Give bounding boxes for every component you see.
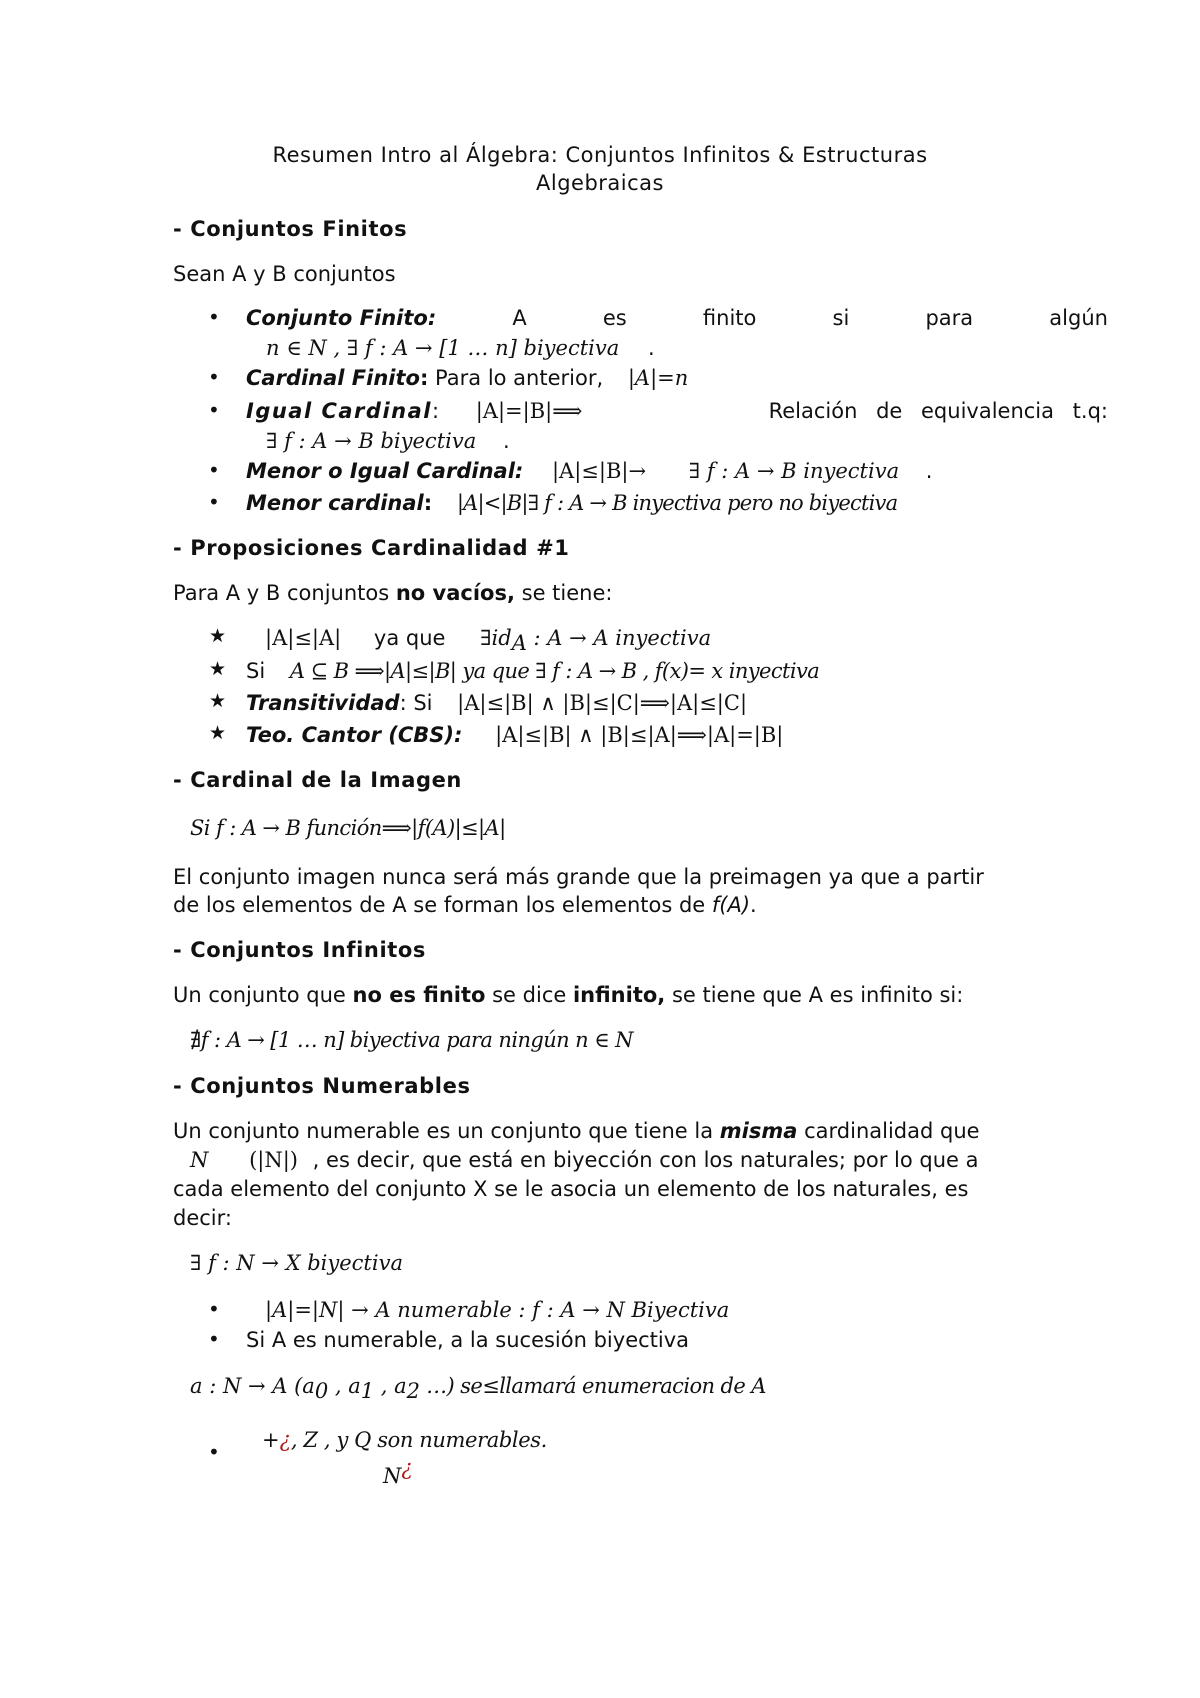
word: A (512, 306, 527, 330)
word: algún (1049, 306, 1108, 330)
text: : Si (399, 691, 433, 715)
bullet-icon: • (208, 490, 220, 514)
section-heading-conjuntos-finitos: - Conjuntos Finitos (173, 217, 408, 241)
formula: Si f : A → B función⟹|f(A)|≤|A| (190, 816, 506, 840)
text: Un conjunto que (173, 983, 353, 1007)
period: . (502, 429, 510, 453)
formula: |A|≤|B| ∧ |B|≤|C|⟹|A|≤|C| (457, 691, 748, 715)
star-bullet-icon: ★ (209, 722, 227, 744)
word: es (602, 306, 627, 330)
text-bold: no es finito (352, 983, 486, 1007)
formula: n ∈ N , ∃ f : A → [1 … n] biyectiva (266, 336, 620, 360)
text: Para lo anterior, (428, 366, 604, 390)
section-heading-conjuntos-infinitos: - Conjuntos Infinitos (173, 938, 427, 962)
superscript: ¿ (401, 1456, 413, 1480)
formula: …) se≤llamará enumeracion de A (420, 1374, 766, 1398)
formula-conjunto-finito (266, 335, 655, 361)
paragraph-line (173, 1118, 980, 1144)
paragraph-line (190, 1147, 979, 1173)
text: de los elementos de A se forman los elementos de (173, 893, 712, 917)
formula-conjunto-infinito (190, 1027, 633, 1053)
section-heading-proposiciones: - Proposiciones Cardinalidad #1 (173, 536, 570, 560)
proposition-subconjunto (246, 658, 819, 684)
subscript: 1 (360, 1379, 375, 1404)
formula: : A → A inyectiva (526, 626, 712, 650)
term: Teo. Cantor (CBS): (246, 723, 463, 747)
star-bullet-icon: ★ (209, 658, 227, 680)
formula-numerable (190, 1250, 403, 1276)
word: finito (702, 306, 757, 330)
bullet-icon: • (208, 458, 220, 482)
definition-cardinal-finito (246, 365, 688, 391)
formula: N (383, 1464, 402, 1488)
formula: (|N|) (249, 1148, 298, 1172)
subscript: 0 (314, 1379, 329, 1404)
text: Relación de equivalencia t.q: (768, 399, 1108, 423)
proposition-teo-cantor (246, 722, 783, 748)
bullet-icon: • (208, 305, 220, 329)
bullet-text: Si A es numerable, a la sucesión biyectiva (246, 1328, 690, 1352)
term: Menor cardinal (246, 491, 424, 515)
formula: |A|=n (627, 366, 689, 390)
text: se tiene que A es infinito si: (665, 983, 964, 1007)
text: se dice (485, 983, 573, 1007)
star-bullet-icon: ★ (209, 625, 227, 647)
word: si (832, 306, 850, 330)
star-bullet-icon: ★ (209, 690, 227, 712)
term: Cardinal Finito (246, 366, 420, 390)
formula: |A|=|B|⟹ (475, 399, 583, 423)
section-heading-cardinal-imagen: - Cardinal de la Imagen (173, 768, 462, 792)
formula: ∄f : A → [1 … n] biyectiva para ningún n ∈ N (190, 1028, 633, 1052)
formula: |A|≤|A| (265, 626, 342, 650)
proposition-reflexiva (265, 625, 711, 656)
term: Igual Cardinal (246, 399, 432, 423)
document-title-line2: Algebraicas (536, 171, 664, 195)
definition-menor-igual-cardinal (246, 458, 932, 484)
text-italic: f(A) (711, 893, 751, 917)
document-title-line1: Resumen Intro al Álgebra: Conjuntos Infinitos & Estructuras (272, 143, 928, 167)
numerable-sets-n (383, 1455, 413, 1489)
text: se tiene: (514, 581, 613, 605)
definition-igual-cardinal (246, 398, 1108, 424)
period: . (925, 459, 933, 483)
text: Para A y B conjuntos (173, 581, 396, 605)
text-bold: infinito, (572, 983, 666, 1007)
term: Transitividad (246, 691, 400, 715)
formula: , a (374, 1374, 407, 1398)
text: cardinalidad que (797, 1119, 980, 1143)
formula: ∃ f : A → B biyectiva (266, 429, 477, 453)
text: , es decir, que está en biyección con los naturales; por lo que a (312, 1148, 979, 1172)
formula: + (262, 1428, 280, 1452)
formula: N (190, 1148, 209, 1172)
section-heading-conjuntos-numerables: - Conjuntos Numerables (173, 1074, 471, 1098)
formula: |A|≤|B| ∧ |B|≤|A|⟹|A|=|B| (495, 723, 784, 747)
subscript: A (511, 631, 527, 656)
section-intro: Sean A y B conjuntos (173, 262, 396, 286)
bullet-icon: • (208, 365, 220, 389)
bullet-icon: • (208, 1440, 220, 1464)
formula: |A|≤|B|→ (551, 459, 647, 483)
paragraph-line: decir: (173, 1206, 232, 1230)
formula-igual-cardinal (266, 428, 510, 454)
text: ya que (373, 626, 446, 650)
formula: , a (328, 1374, 361, 1398)
text-bold: no vacíos, (395, 581, 515, 605)
period: . (647, 336, 655, 360)
colon: : (423, 491, 433, 515)
formula: a : N → A (a (190, 1374, 315, 1398)
bullet-icon: • (208, 398, 220, 422)
paragraph-line: cada elemento del conjunto X se le asocia un elemento de los naturales, es (173, 1177, 969, 1201)
section-intro (173, 982, 963, 1008)
formula: ∃id (480, 626, 512, 650)
formula-enumeracion (190, 1373, 766, 1404)
term: Menor o Igual Cardinal: (246, 459, 524, 483)
text: Un conjunto numerable es un conjunto que tiene la (173, 1119, 720, 1143)
word: para (925, 306, 974, 330)
formula-cardinal-imagen (190, 815, 506, 841)
paragraph-line: El conjunto imagen nunca será más grande que la preimagen ya que a partir (173, 865, 984, 889)
paragraph-line (173, 892, 757, 918)
colon: : (431, 399, 440, 423)
formula: ∃ f : N → X biyectiva (190, 1251, 403, 1275)
proposition-transitividad (246, 690, 747, 716)
colon: : (419, 366, 429, 390)
definition-menor-cardinal (246, 490, 897, 516)
numerable-definition (265, 1297, 729, 1323)
subscript: 2 (406, 1379, 421, 1404)
formula: ∃ f : A → B inyectiva (688, 459, 900, 483)
formula: |A|=|N| → A numerable : f : A → N Biyectiva (265, 1298, 730, 1322)
definition-conjunto-finito (246, 305, 1108, 331)
term: Conjunto Finito: (246, 306, 437, 330)
formula: , Z , y Q son numerables. (290, 1428, 547, 1452)
formula-red: ¿ (279, 1428, 291, 1452)
text: . (750, 893, 757, 917)
text: Si (246, 659, 266, 683)
section-intro (173, 580, 612, 606)
formula: A ⊆ B ⟹|A|≤|B| ya que ∃ f : A → B , f(x)= x inyectiva (289, 659, 820, 683)
bullet-icon: • (208, 1297, 220, 1321)
formula: |A|<|B|∃ f : A → B inyectiva pero no biyectiva (456, 491, 898, 515)
numerable-sets (262, 1427, 547, 1453)
bullet-icon: • (208, 1327, 220, 1351)
text-bold-italic: misma (719, 1119, 798, 1143)
